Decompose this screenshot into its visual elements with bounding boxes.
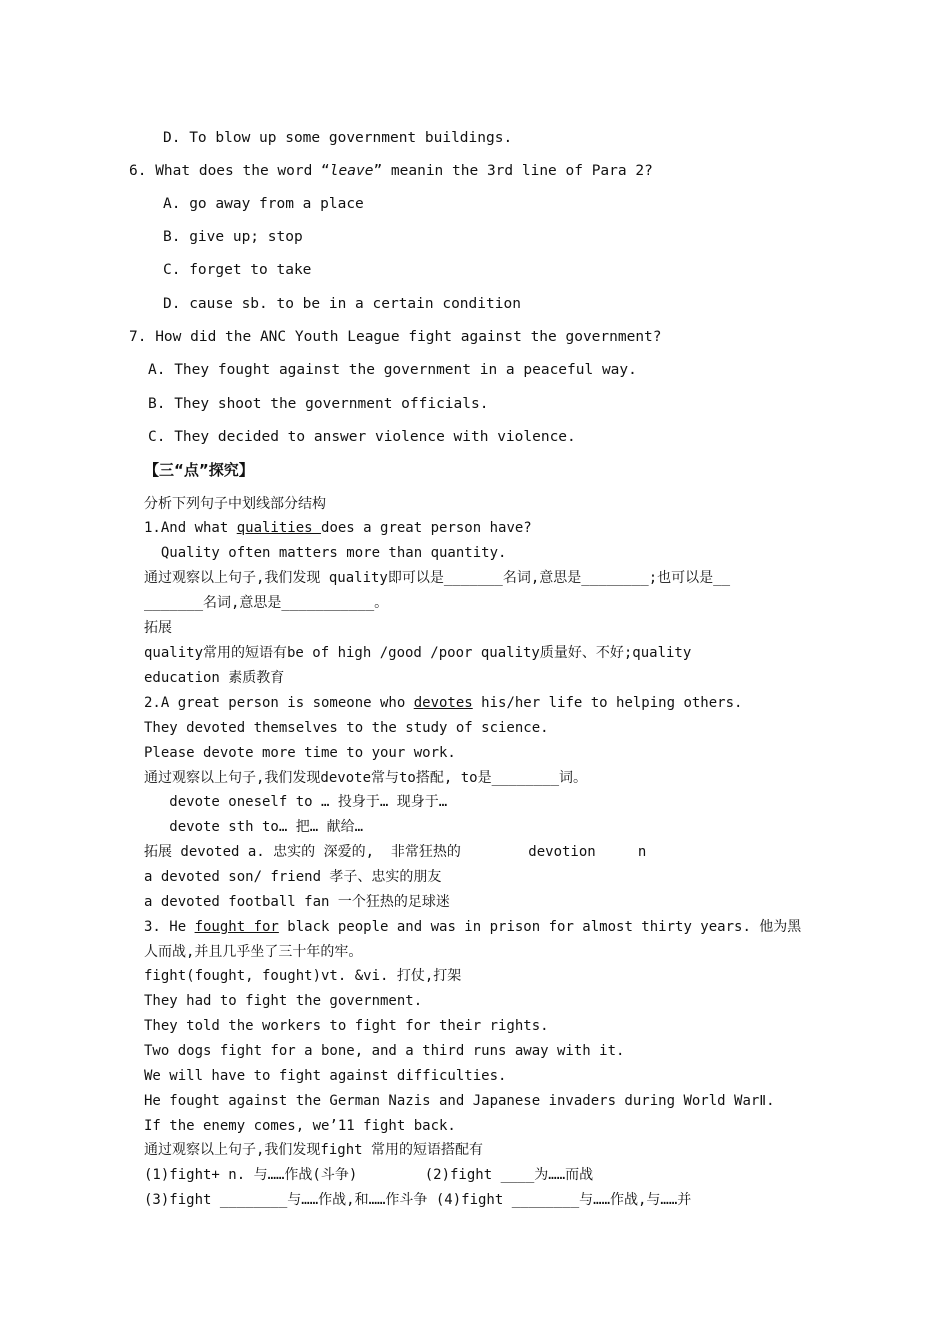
q6-option-d: D. cause sb. to be in a certain condition <box>163 296 521 312</box>
item1-underlined: qualities <box>236 520 322 536</box>
item1-extension-title: 拓展 <box>144 620 172 636</box>
item2-sentence3: Please devote more time to your work. <box>144 745 456 761</box>
q6-option-b: B. give up; stop <box>163 229 303 245</box>
q7-option-c: C. They decided to answer violence with violence. <box>148 429 576 445</box>
q6-stem-end: ” meanin the 3rd line of Para 2? <box>373 163 653 179</box>
item2-extension: 拓展 devoted a. 忠实的 深爱的, 非常狂热的 devotion n <box>144 844 647 860</box>
item2-sentence2: They devoted themselves to the study of science. <box>144 720 549 736</box>
item2-example-1: a devoted son/ friend 孝子、忠实的朋友 <box>144 869 442 885</box>
q7-option-b: B. They shoot the government officials. <box>148 396 489 412</box>
item3-collocation-2: (3)fight ________与……作战,和……作斗争 (4)fight ________与……作战,与……并 <box>144 1192 692 1208</box>
item3-sentence1-cont: 人而战,并且几乎坐了三十年的牢。 <box>144 944 363 960</box>
q6-stem-start: 6. What does the word “ <box>129 163 330 179</box>
item3-definition: fight(fought, fought)vt. &vi. 打仗,打架 <box>144 968 462 984</box>
item3-collocation-1: (1)fight+ n. 与……作战(斗争) (2)fight ____为……而战 <box>144 1167 594 1183</box>
item2-sentence1 <box>144 693 742 713</box>
q7-option-a: A. They fought against the government in a peaceful way. <box>148 362 637 378</box>
item3-observation: 通过观察以上句子,我们发现fight 常用的短语搭配有 <box>144 1142 483 1158</box>
item1-s1-end: does a great person have? <box>321 520 532 536</box>
q6-option-c: C. forget to take <box>163 262 312 278</box>
item1-s1-start: 1.And what <box>144 520 237 536</box>
q6-word: leave <box>329 163 374 179</box>
item1-sentence2: Quality often matters more than quantity. <box>144 545 507 561</box>
item3-s1-start: 3. He <box>144 919 195 935</box>
item3-example-1: They had to fight the government. <box>144 993 423 1009</box>
section-heading: 【三“点”探究】 <box>144 461 254 479</box>
item2-s1-start: 2.A great person is someone who <box>144 695 414 711</box>
item3-example-5: He fought against the German Nazis and Japanese invaders during World WarⅡ. <box>144 1093 775 1109</box>
item1-extension-2: education 素质教育 <box>144 670 285 686</box>
item3-example-6: If the enemy comes, we’11 fight back. <box>144 1118 456 1134</box>
q7-stem: 7. How did the ANC Youth League fight against the government? <box>129 329 662 345</box>
item3-example-2: They told the workers to fight for their rights. <box>144 1018 549 1034</box>
item3-underlined: fought for <box>194 919 279 935</box>
section-intro: 分析下列句子中划线部分结构 <box>144 496 326 512</box>
item3-s1-end: black people and was in prison for almost thirty years. 他为黑 <box>278 919 802 935</box>
item1-observation-1: 通过观察以上句子,我们发现 quality即可以是_______名词,意思是________;也可以是__ <box>144 570 731 586</box>
item1-observation-2: _______名词,意思是___________。 <box>144 595 389 611</box>
q6-stem <box>129 161 653 181</box>
item2-observation: 通过观察以上句子,我们发现devote常与to搭配, to是________词。 <box>144 770 588 786</box>
item2-phrase-2: devote sth to… 把… 献给… <box>144 819 364 835</box>
item2-example-2: a devoted football fan 一个狂热的足球迷 <box>144 894 450 910</box>
q5-option-d: D. To blow up some government buildings. <box>163 130 513 146</box>
item3-sentence1 <box>144 917 801 937</box>
item2-s1-end: his/her life to helping others. <box>472 695 743 711</box>
item3-example-3: Two dogs fight for a bone, and a third runs away with it. <box>144 1043 625 1059</box>
item2-phrase-1: devote oneself to … 投身于… 现身于… <box>144 794 448 810</box>
item1-extension-1: quality常用的短语有be of high /good /poor quality质量好、不好;quality <box>144 645 692 661</box>
item1-sentence1 <box>144 518 532 538</box>
q6-option-a: A. go away from a place <box>163 196 364 212</box>
item3-example-4: We will have to fight against difficulties. <box>144 1068 507 1084</box>
item2-underlined: devotes <box>413 695 473 711</box>
